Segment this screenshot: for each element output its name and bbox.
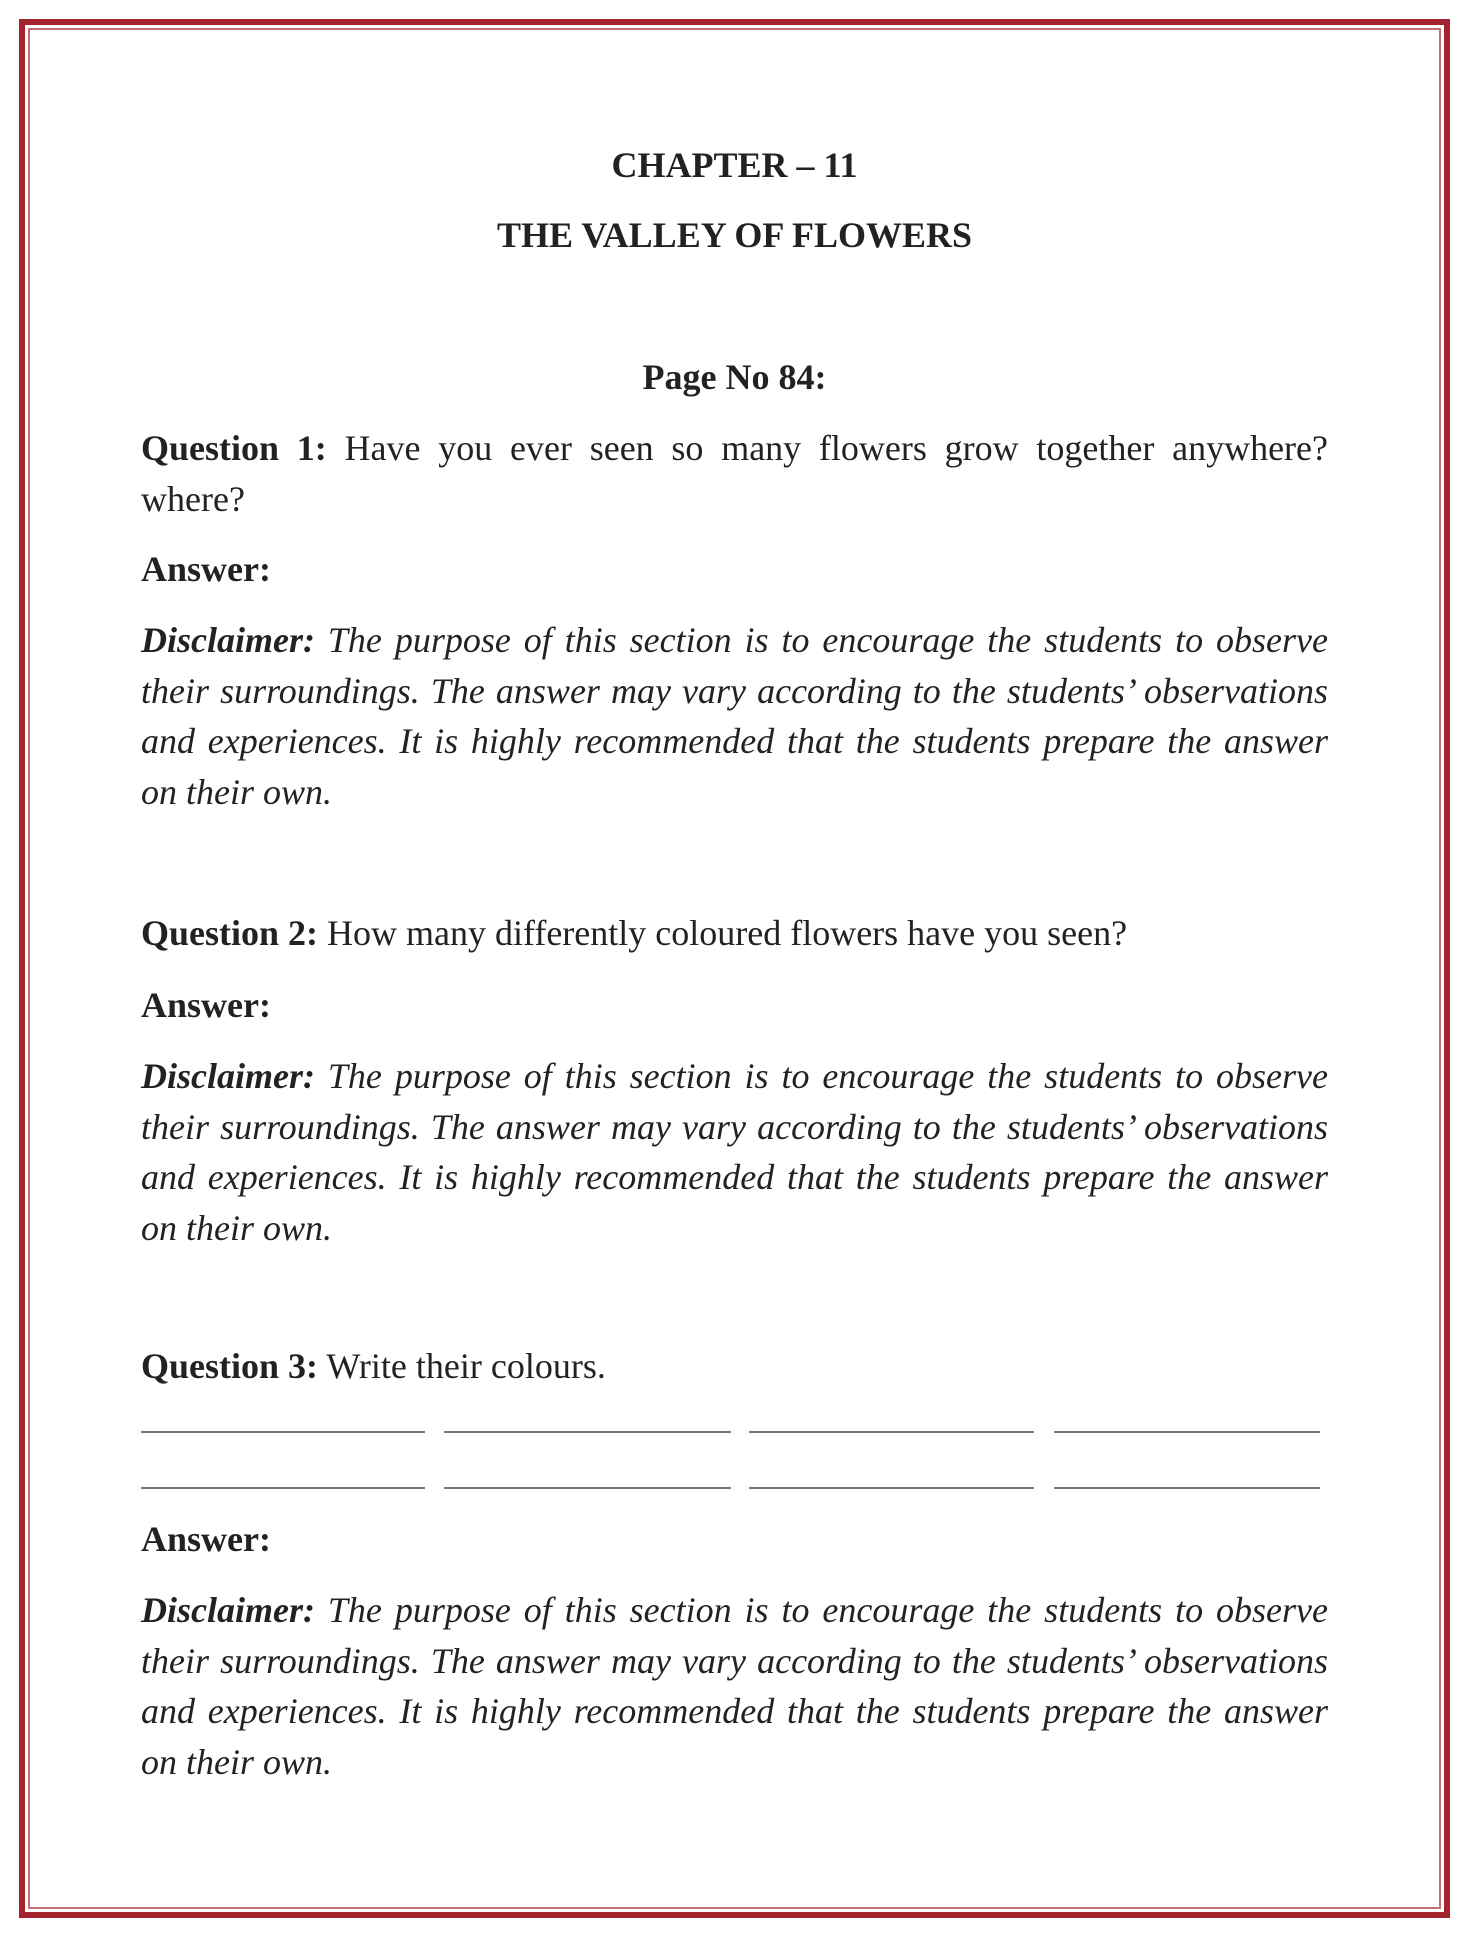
colour-blank[interactable]: [141, 1431, 425, 1433]
colour-blank[interactable]: [749, 1487, 1034, 1489]
disclaimer-label: Disclaimer:: [141, 620, 315, 660]
question-label: Question 3:: [141, 1346, 319, 1386]
question-label: Question 2:: [141, 913, 319, 953]
answer-label: Answer:: [141, 1519, 271, 1559]
question-text: Write their colours.: [318, 1346, 606, 1386]
answer-label: Answer:: [141, 985, 271, 1025]
question-3: [141, 1341, 1328, 1392]
disclaimer-3: [141, 1585, 1328, 1787]
question-1: [141, 423, 1328, 524]
chapter-number: CHAPTER – 11: [611, 145, 858, 185]
colour-blank[interactable]: [749, 1431, 1034, 1433]
disclaimer-label: Disclaimer:: [141, 1590, 315, 1630]
disclaimer-1: [141, 615, 1328, 817]
question-text: How many differently coloured flowers have you seen?: [318, 913, 1128, 953]
chapter-title: THE VALLEY OF FLOWERS: [496, 215, 973, 255]
colour-blank[interactable]: [1054, 1431, 1320, 1433]
disclaimer-text: The purpose of this section is to encourage the students to observe their surroundings. The answer may vary according to the students’ observations and experiences. It is highly recommended that the students prepare the answer on their own.: [141, 620, 1328, 812]
disclaimer-text: The purpose of this section is to encourage the students to observe their surroundings. The answer may vary according to the students’ observations and experiences. It is highly recommended that the students prepare the answer on their own.: [141, 1590, 1328, 1782]
disclaimer-2: [141, 1051, 1328, 1253]
colour-blank[interactable]: [1054, 1487, 1320, 1489]
question-2: [141, 908, 1328, 959]
page-number: Page No 84:: [642, 357, 827, 397]
answer-label: Answer:: [141, 549, 271, 589]
colour-blank[interactable]: [141, 1487, 425, 1489]
disclaimer-text: The purpose of this section is to encourage the students to observe their surroundings. The answer may vary according to the students’ observations and experiences. It is highly recommended that the students prepare the answer on their own.: [141, 1056, 1328, 1248]
question-label: Question 1:: [141, 428, 327, 468]
colour-blank[interactable]: [444, 1431, 731, 1433]
colour-blank[interactable]: [444, 1487, 731, 1489]
disclaimer-label: Disclaimer:: [141, 1056, 315, 1096]
question-text: Have you ever seen so many flowers grow together anywhere? where?: [141, 428, 1328, 519]
